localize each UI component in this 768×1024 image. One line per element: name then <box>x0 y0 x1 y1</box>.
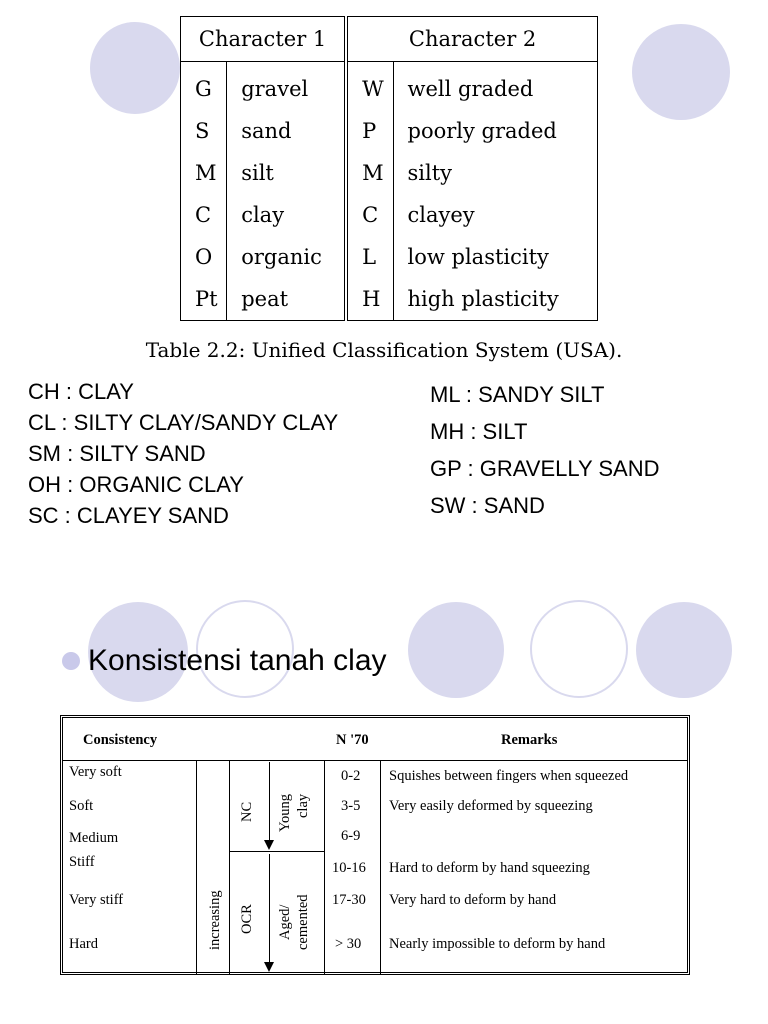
consistency-cell: Very soft <box>69 764 122 780</box>
consistency-table-header <box>63 718 687 761</box>
bullet-heading-text: Konsistensi tanah clay <box>88 644 387 677</box>
codes-list-left <box>28 376 338 531</box>
table-row <box>181 194 598 236</box>
table-caption: Table 2.2: Unified Classification System (USA). <box>145 338 623 362</box>
header-remarks: Remarks <box>501 732 558 748</box>
young-clay-arrow-line <box>269 762 270 842</box>
remark-cell: Squishes between fingers when squeezed <box>389 768 629 784</box>
code-2: W <box>346 62 393 111</box>
codes-list-right <box>430 376 659 524</box>
n-cell: 10-16 <box>332 860 366 876</box>
n-cell: 0-2 <box>341 768 361 784</box>
character-1-header: Character 1 <box>181 17 347 62</box>
desc-2: poorly graded <box>393 110 598 152</box>
col-divider <box>324 760 325 975</box>
desc-2: high plasticity <box>393 278 598 321</box>
desc-2: silty <box>393 152 598 194</box>
n-cell: 17-30 <box>332 892 366 908</box>
label-cemented: cemented <box>295 894 311 950</box>
desc-2: well graded <box>393 62 598 111</box>
desc-1: sand <box>227 110 346 152</box>
header-consistency: Consistency <box>83 732 158 748</box>
decor-ring-mid-4 <box>530 600 628 698</box>
code-1: Pt <box>195 287 218 311</box>
decor-circle-mid-5 <box>636 602 732 698</box>
table-row <box>181 110 598 152</box>
code-2: M <box>346 152 393 194</box>
code-item: MH : SILT <box>430 419 528 444</box>
code-item: SC : CLAYEY SAND <box>28 503 229 528</box>
remark-cell: Very easily deformed by squeezing <box>389 798 593 814</box>
table-row <box>181 62 598 111</box>
table-row <box>181 152 598 194</box>
desc-2: clayey <box>393 194 598 236</box>
code-item: CL : SILTY CLAY/SANDY CLAY <box>28 410 339 435</box>
code-item: SW : SAND <box>430 493 545 518</box>
n-cell: > 30 <box>335 936 362 952</box>
col-divider <box>380 760 381 975</box>
label-young: Young <box>277 793 293 832</box>
consistency-cell: Soft <box>69 798 94 814</box>
table-row <box>181 236 598 278</box>
consistency-cell: Hard <box>69 936 98 952</box>
desc-1: peat <box>227 278 346 321</box>
aged-arrowhead-icon <box>264 962 274 972</box>
consistency-cell: Stiff <box>69 854 95 870</box>
decor-circle-top-left <box>90 22 180 114</box>
decor-circle-mid-3 <box>408 602 504 698</box>
bullet-dot-icon <box>62 652 80 670</box>
consistency-table <box>60 715 690 975</box>
code-item: CH : CLAY <box>28 379 134 404</box>
code-1: M <box>195 161 217 185</box>
code-2: C <box>346 194 393 236</box>
table-row <box>181 278 598 321</box>
header-n: N '70 <box>336 732 369 748</box>
n-cell: 3-5 <box>341 798 361 814</box>
desc-1: clay <box>227 194 346 236</box>
decor-circle-top-right <box>632 24 730 120</box>
label-increasing: increasing <box>207 890 223 950</box>
code-1: O <box>195 245 213 269</box>
desc-2: low plasticity <box>393 236 598 278</box>
usa-classification-table <box>180 16 598 321</box>
label-nc: NC <box>239 801 255 822</box>
desc-1: gravel <box>227 62 346 111</box>
remark-cell: Hard to deform by hand squeezing <box>389 860 590 876</box>
code-1: G <box>195 77 212 101</box>
label-clay: clay <box>295 793 311 818</box>
aged-arrow-line <box>269 854 270 964</box>
nc-ocr-divider <box>229 851 324 852</box>
remark-cell: Nearly impossible to deform by hand <box>389 936 606 952</box>
code-2: L <box>346 236 393 278</box>
code-item: OH : ORGANIC CLAY <box>28 472 244 497</box>
consistency-cell: Medium <box>69 830 119 846</box>
code-2: P <box>346 110 393 152</box>
desc-1: silt <box>227 152 346 194</box>
young-clay-arrowhead-icon <box>264 840 274 850</box>
remark-cell: Very hard to deform by hand <box>389 892 557 908</box>
code-2: H <box>346 278 393 321</box>
code-1: S <box>195 119 210 143</box>
code-item: GP : GRAVELLY SAND <box>430 456 660 481</box>
col-divider <box>229 760 230 975</box>
character-2-header: Character 2 <box>346 17 597 62</box>
col-divider <box>196 760 197 975</box>
code-1: C <box>195 203 212 227</box>
n-cell: 6-9 <box>341 828 361 844</box>
label-aged: Aged/ <box>277 904 293 940</box>
code-item: SM : SILTY SAND <box>28 441 206 466</box>
bullet-heading <box>62 644 387 678</box>
consistency-cell: Very stiff <box>69 892 124 908</box>
desc-1: organic <box>227 236 346 278</box>
label-ocr: OCR <box>239 904 255 934</box>
code-item: ML : SANDY SILT <box>430 382 605 407</box>
